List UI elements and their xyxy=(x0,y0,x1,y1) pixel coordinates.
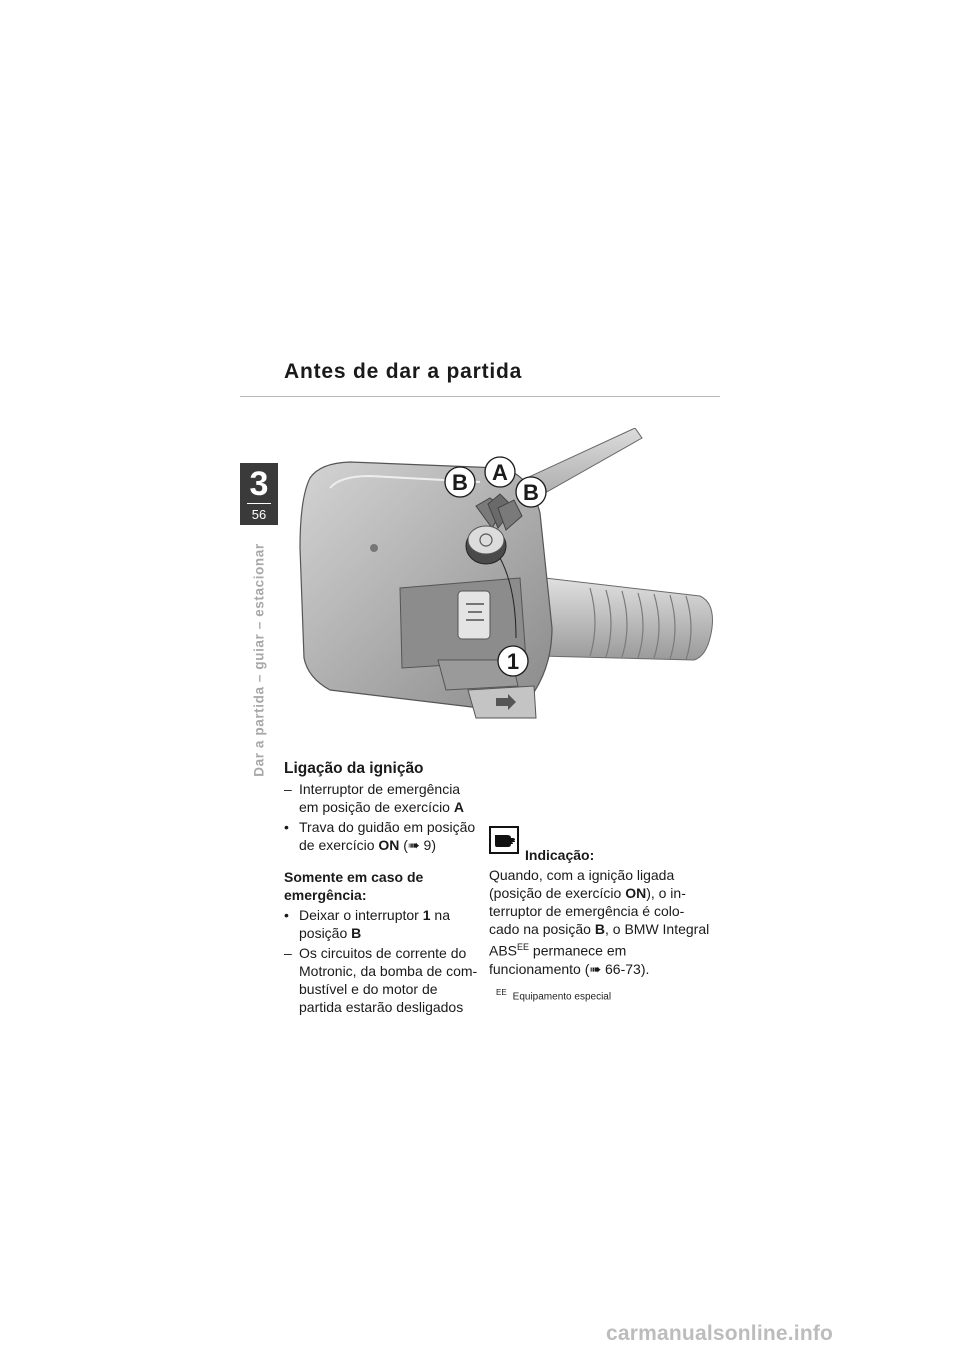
emergency-heading: Somente em caso de emergência: xyxy=(284,869,424,903)
note-text: Quando, com a ignição ligada (posição de exercício xyxy=(489,867,675,901)
item-bold-2: B xyxy=(351,925,362,941)
item-text: Trava do guidão em posição de exercício xyxy=(299,819,476,853)
note-text: ), o in-terruptor de emergência é colo-cado na posição xyxy=(489,885,686,937)
dash-marker: – xyxy=(284,781,292,797)
item-bold: ON xyxy=(378,837,400,853)
note-text: , o BMW Integral ABS xyxy=(489,921,710,959)
note-superscript: EE xyxy=(517,942,530,952)
page-number: 56 xyxy=(251,507,267,522)
note-hand-icon xyxy=(489,826,519,854)
chapter-side-label: Dar a partida – guiar – estacionar xyxy=(251,543,267,777)
list-item xyxy=(284,906,480,942)
footnote xyxy=(496,988,611,1002)
section-heading: Ligação da ignição xyxy=(284,760,424,777)
item-bold: A xyxy=(453,799,464,815)
dash-marker: – xyxy=(284,945,292,961)
item-after: na posição xyxy=(299,907,450,941)
watermark: carmanualsonline.info xyxy=(606,1322,834,1345)
list-item xyxy=(284,944,480,1016)
item-after: (➠ 9) xyxy=(399,837,436,853)
title-divider xyxy=(240,396,720,397)
item-bold: 1 xyxy=(422,907,431,923)
ignition-section xyxy=(284,760,480,1018)
bullet-marker: • xyxy=(284,819,289,835)
note-heading: Indicação: xyxy=(525,847,595,863)
handlebar-switch-drawing xyxy=(290,428,720,728)
footnote-marker: EE xyxy=(496,988,507,997)
note-bold: B xyxy=(594,921,605,937)
label-1: 1 xyxy=(506,649,520,674)
label-b-right: B xyxy=(523,480,539,505)
note-text: permanece em funcionamento (➠ 66-73). xyxy=(489,942,650,977)
list-item xyxy=(284,818,480,854)
note-body xyxy=(489,866,711,978)
chapter-number: 3 xyxy=(249,465,269,503)
item-text: Os circuitos de corrente do Motronic, da bomba de com-bustível e do motor de partida estarão desligados xyxy=(299,945,478,1015)
label-a: A xyxy=(492,460,508,485)
footnote-text: Equipamento especial xyxy=(512,991,612,1003)
item-text: Interruptor de emergência em posição de exercício xyxy=(299,781,461,815)
note-section xyxy=(489,826,711,978)
chapter-tab xyxy=(240,463,278,525)
handlebar-switch-illustration xyxy=(290,428,720,728)
item-text: Deixar o interruptor xyxy=(299,907,423,923)
page-title: Antes de dar a partida xyxy=(284,360,523,383)
list-item xyxy=(284,780,480,816)
chapter-divider xyxy=(247,503,271,504)
note-bold: ON xyxy=(625,885,647,901)
label-b-left: B xyxy=(452,470,468,495)
bullet-marker: • xyxy=(284,907,289,923)
